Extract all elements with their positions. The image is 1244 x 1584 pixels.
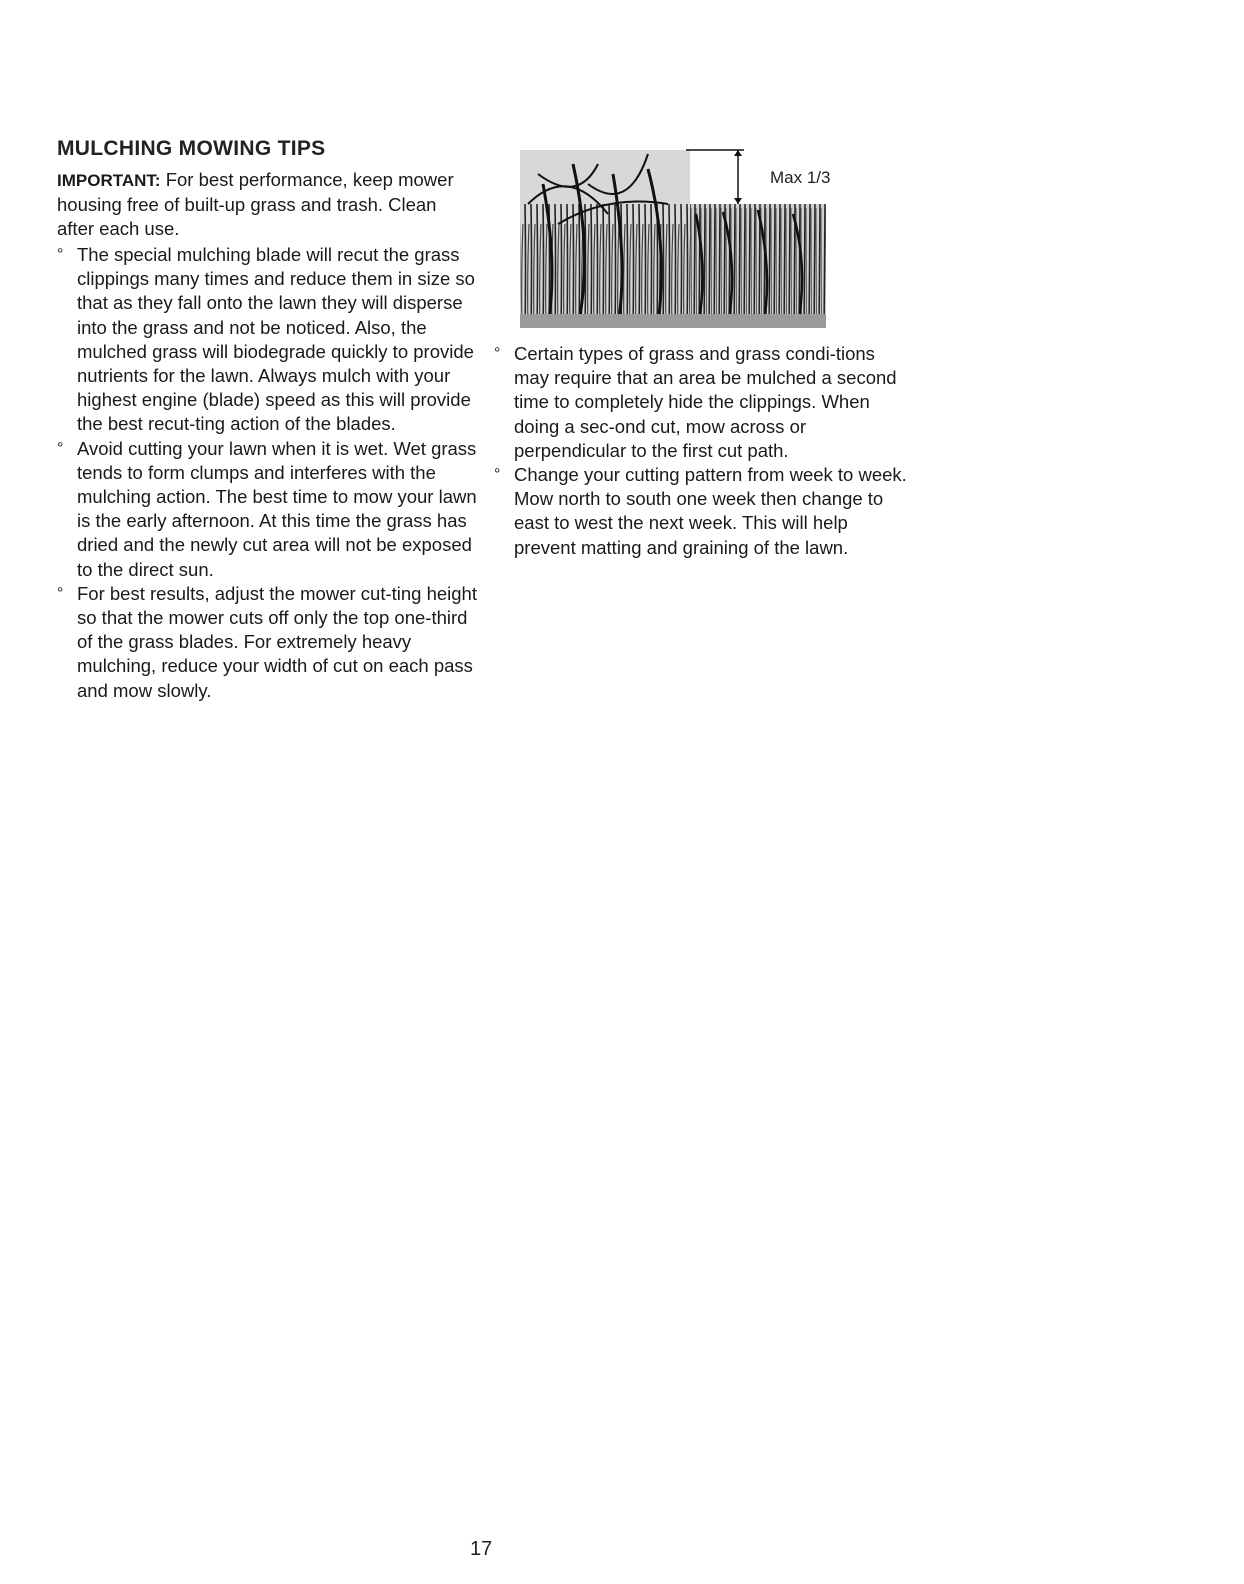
bullet-icon: °: [494, 466, 501, 484]
important-label: IMPORTANT:: [57, 171, 161, 190]
list-item-text: Change your cutting pattern from week to week. Mow north to south one week then change to east to west the next week. This will help prevent matting and graining of the lawn.: [514, 464, 907, 558]
page-number: 17: [470, 1538, 493, 1560]
bullet-icon: °: [57, 584, 64, 602]
list-item: [494, 463, 914, 560]
bullet-icon: °: [57, 246, 64, 263]
list-item-text: Certain types of grass and grass condi-tions may require that an area be mulched a second time to completely hide the clippings. When doing a sec-ond cut, mow across or perpendicular to the first cut path.: [514, 343, 897, 461]
important-note: [57, 168, 477, 241]
list-item: [57, 243, 477, 437]
grass-height-figure: [518, 144, 848, 334]
list-item-text: Avoid cutting your lawn when it is wet. Wet grass tends to form clumps and interferes with the mulching action. The best time to mow your lawn is the early afternoon. At this time the grass has dried and the newly cut area will not be exposed to the direct sun.: [77, 437, 477, 580]
left-bullet-list: [57, 243, 477, 703]
important-text: For best performance, keep mower housing free of built-up grass and trash. Clean after each use.: [57, 169, 454, 239]
section-heading: MULCHING MOWING TIPS: [57, 137, 326, 160]
list-item-text: The special mulching blade will recut the grass clippings many times and reduce them in size so that as they fall onto the lawn they will disperse into the grass and not be noticed. Also, the mulched grass will biodegrade quickly to provide nutrients for the lawn. Always mulch with your highest engine (blade) speed as this will provide the best recut-ting action of the blades.: [77, 244, 475, 435]
right-bullet-list: [494, 342, 914, 560]
left-column: [57, 136, 477, 703]
bullet-icon: °: [494, 345, 501, 362]
right-column: [494, 342, 914, 560]
list-item-text: For best results, adjust the mower cut-ting height so that the mower cuts off only the top one-third of the grass blades. For extremely heavy mulching, reduce your width of cut on each pass and mow slowly.: [77, 582, 477, 701]
list-item: [494, 342, 914, 463]
bullet-icon: °: [57, 439, 64, 457]
list-item: [57, 582, 477, 703]
list-item: [57, 437, 477, 582]
max-third-label: Max 1/3: [770, 168, 831, 187]
